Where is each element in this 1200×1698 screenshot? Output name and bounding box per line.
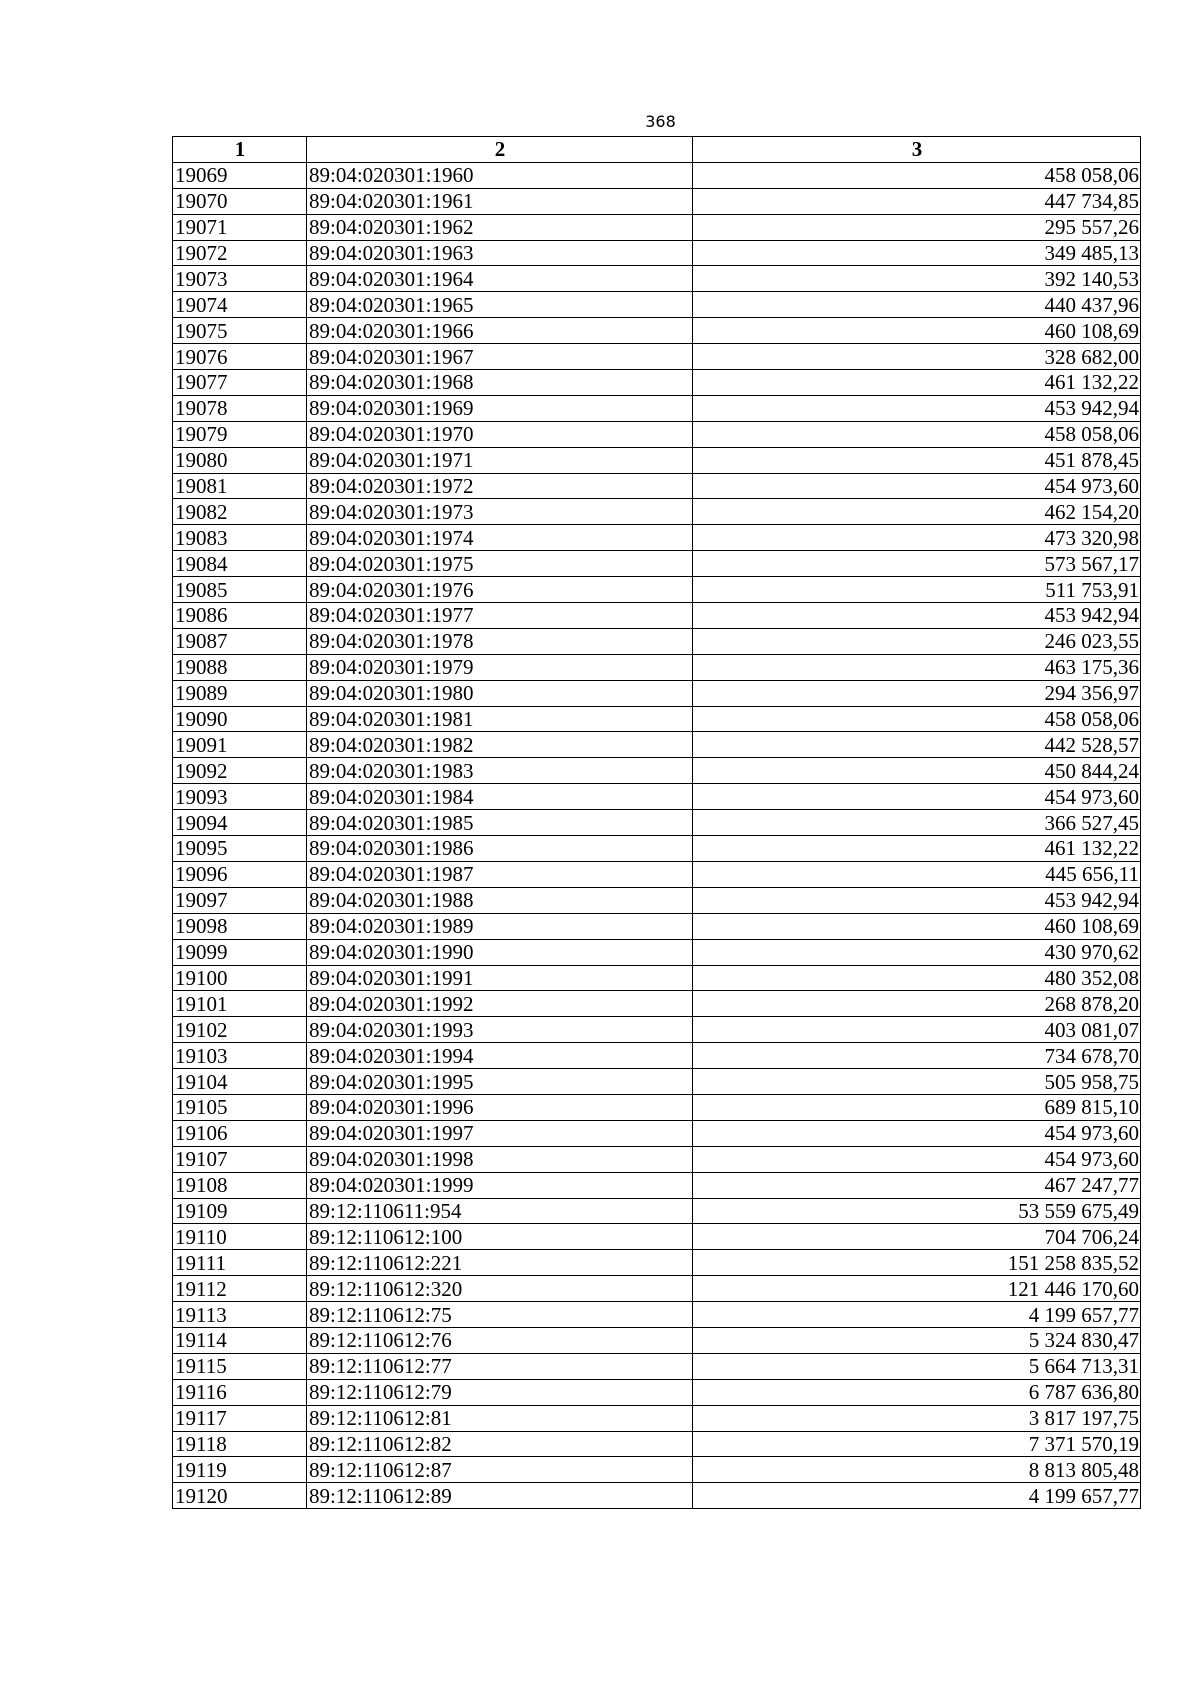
cadastral-number-cell: 89:12:110612:75 <box>307 1302 693 1328</box>
value-cell: 4 199 657,77 <box>693 1483 1141 1509</box>
cadastral-number-cell: 89:04:020301:1989 <box>307 913 693 939</box>
cadastral-number-cell: 89:04:020301:1976 <box>307 577 693 603</box>
row-number-cell: 19085 <box>173 577 307 603</box>
table-row <box>173 344 1141 370</box>
table-row <box>173 188 1141 214</box>
table-row <box>173 214 1141 240</box>
page-number: 368 <box>645 112 676 131</box>
row-number-cell: 19074 <box>173 292 307 318</box>
cadastral-number-cell: 89:04:020301:1997 <box>307 1120 693 1146</box>
value-cell: 151 258 835,52 <box>693 1250 1141 1276</box>
value-cell: 573 567,17 <box>693 551 1141 577</box>
cadastral-number-cell: 89:04:020301:1972 <box>307 473 693 499</box>
value-cell: 454 973,60 <box>693 473 1141 499</box>
cadastral-number-cell: 89:04:020301:1991 <box>307 965 693 991</box>
table-row <box>173 861 1141 887</box>
table-row <box>173 292 1141 318</box>
value-cell: 392 140,53 <box>693 266 1141 292</box>
table-row <box>173 1120 1141 1146</box>
cadastral-number-cell: 89:04:020301:1970 <box>307 421 693 447</box>
row-number-cell: 19104 <box>173 1069 307 1095</box>
cadastral-number-cell: 89:12:110612:76 <box>307 1327 693 1353</box>
column-header-3: 3 <box>693 137 1141 163</box>
row-number-cell: 19076 <box>173 344 307 370</box>
value-cell: 295 557,26 <box>693 214 1141 240</box>
cadastral-number-cell: 89:04:020301:1969 <box>307 395 693 421</box>
cadastral-number-cell: 89:04:020301:1963 <box>307 240 693 266</box>
value-cell: 246 023,55 <box>693 628 1141 654</box>
value-cell: 453 942,94 <box>693 603 1141 629</box>
cadastral-number-cell: 89:04:020301:1988 <box>307 887 693 913</box>
value-cell: 473 320,98 <box>693 525 1141 551</box>
row-number-cell: 19086 <box>173 603 307 629</box>
value-cell: 453 942,94 <box>693 887 1141 913</box>
row-number-cell: 19091 <box>173 732 307 758</box>
value-cell: 450 844,24 <box>693 758 1141 784</box>
value-cell: 7 371 570,19 <box>693 1431 1141 1457</box>
table-row <box>173 706 1141 732</box>
row-number-cell: 19090 <box>173 706 307 732</box>
row-number-cell: 19079 <box>173 421 307 447</box>
table-row <box>173 654 1141 680</box>
value-cell: 458 058,06 <box>693 706 1141 732</box>
value-cell: 689 815,10 <box>693 1094 1141 1120</box>
value-cell: 294 356,97 <box>693 680 1141 706</box>
cadastral-number-cell: 89:04:020301:1968 <box>307 370 693 396</box>
value-cell: 349 485,13 <box>693 240 1141 266</box>
value-cell: 480 352,08 <box>693 965 1141 991</box>
value-cell: 4 199 657,77 <box>693 1302 1141 1328</box>
row-number-cell: 19113 <box>173 1302 307 1328</box>
table-row <box>173 1198 1141 1224</box>
table-row <box>173 784 1141 810</box>
row-number-cell: 19070 <box>173 188 307 214</box>
table-header-row <box>173 137 1141 163</box>
value-cell: 704 706,24 <box>693 1224 1141 1250</box>
column-header-1: 1 <box>173 137 307 163</box>
cadastral-number-cell: 89:12:110612:77 <box>307 1353 693 1379</box>
row-number-cell: 19109 <box>173 1198 307 1224</box>
value-cell: 458 058,06 <box>693 421 1141 447</box>
cadastral-number-cell: 89:04:020301:1993 <box>307 1017 693 1043</box>
row-number-cell: 19095 <box>173 836 307 862</box>
cadastral-number-cell: 89:04:020301:1981 <box>307 706 693 732</box>
value-cell: 461 132,22 <box>693 370 1141 396</box>
table-row <box>173 447 1141 473</box>
cadastral-number-cell: 89:04:020301:1967 <box>307 344 693 370</box>
cadastral-number-cell: 89:04:020301:1966 <box>307 318 693 344</box>
row-number-cell: 19119 <box>173 1457 307 1483</box>
value-cell: 5 664 713,31 <box>693 1353 1141 1379</box>
row-number-cell: 19111 <box>173 1250 307 1276</box>
row-number-cell: 19112 <box>173 1276 307 1302</box>
value-cell: 403 081,07 <box>693 1017 1141 1043</box>
row-number-cell: 19077 <box>173 370 307 396</box>
value-cell: 453 942,94 <box>693 395 1141 421</box>
value-cell: 461 132,22 <box>693 836 1141 862</box>
row-number-cell: 19078 <box>173 395 307 421</box>
row-number-cell: 19102 <box>173 1017 307 1043</box>
row-number-cell: 19081 <box>173 473 307 499</box>
table-row <box>173 628 1141 654</box>
row-number-cell: 19103 <box>173 1043 307 1069</box>
row-number-cell: 19083 <box>173 525 307 551</box>
value-cell: 440 437,96 <box>693 292 1141 318</box>
row-number-cell: 19069 <box>173 162 307 188</box>
row-number-cell: 19101 <box>173 991 307 1017</box>
cadastral-number-cell: 89:04:020301:1990 <box>307 939 693 965</box>
table-row <box>173 1069 1141 1095</box>
value-cell: 6 787 636,80 <box>693 1379 1141 1405</box>
table-row <box>173 395 1141 421</box>
row-number-cell: 19087 <box>173 628 307 654</box>
cadastral-number-cell: 89:04:020301:1998 <box>307 1146 693 1172</box>
row-number-cell: 19089 <box>173 680 307 706</box>
row-number-cell: 19116 <box>173 1379 307 1405</box>
cadastral-number-cell: 89:04:020301:1977 <box>307 603 693 629</box>
table-row <box>173 240 1141 266</box>
table-row <box>173 1379 1141 1405</box>
value-cell: 53 559 675,49 <box>693 1198 1141 1224</box>
table-row <box>173 680 1141 706</box>
cadastral-number-cell: 89:04:020301:1973 <box>307 499 693 525</box>
cadastral-number-cell: 89:12:110612:100 <box>307 1224 693 1250</box>
table-row <box>173 887 1141 913</box>
value-cell: 454 973,60 <box>693 784 1141 810</box>
row-number-cell: 19094 <box>173 810 307 836</box>
table-row <box>173 421 1141 447</box>
cadastral-number-cell: 89:04:020301:1987 <box>307 861 693 887</box>
table-row <box>173 370 1141 396</box>
table-row <box>173 1172 1141 1198</box>
table-row <box>173 810 1141 836</box>
row-number-cell: 19114 <box>173 1327 307 1353</box>
cadastral-number-cell: 89:04:020301:1996 <box>307 1094 693 1120</box>
row-number-cell: 19106 <box>173 1120 307 1146</box>
cadastral-number-cell: 89:04:020301:1995 <box>307 1069 693 1095</box>
cadastral-number-cell: 89:04:020301:1986 <box>307 836 693 862</box>
table-row <box>173 603 1141 629</box>
cadastral-number-cell: 89:12:110612:81 <box>307 1405 693 1431</box>
table-row <box>173 1224 1141 1250</box>
cadastral-number-cell: 89:04:020301:1992 <box>307 991 693 1017</box>
value-cell: 454 973,60 <box>693 1146 1141 1172</box>
table-row <box>173 525 1141 551</box>
value-cell: 442 528,57 <box>693 732 1141 758</box>
table-row <box>173 1405 1141 1431</box>
table-row <box>173 162 1141 188</box>
row-number-cell: 19100 <box>173 965 307 991</box>
cadastral-number-cell: 89:04:020301:1962 <box>307 214 693 240</box>
value-cell: 505 958,75 <box>693 1069 1141 1095</box>
value-cell: 460 108,69 <box>693 318 1141 344</box>
row-number-cell: 19082 <box>173 499 307 525</box>
row-number-cell: 19110 <box>173 1224 307 1250</box>
cadastral-number-cell: 89:12:110612:79 <box>307 1379 693 1405</box>
cadastral-number-cell: 89:12:110612:82 <box>307 1431 693 1457</box>
cadastral-number-cell: 89:04:020301:1979 <box>307 654 693 680</box>
value-cell: 3 817 197,75 <box>693 1405 1141 1431</box>
row-number-cell: 19117 <box>173 1405 307 1431</box>
table-row <box>173 1276 1141 1302</box>
column-header-2: 2 <box>307 137 693 163</box>
cadastral-number-cell: 89:04:020301:1982 <box>307 732 693 758</box>
row-number-cell: 19088 <box>173 654 307 680</box>
cadastral-number-cell: 89:04:020301:1961 <box>307 188 693 214</box>
row-number-cell: 19098 <box>173 913 307 939</box>
row-number-cell: 19092 <box>173 758 307 784</box>
table-row <box>173 1457 1141 1483</box>
table-row <box>173 1017 1141 1043</box>
row-number-cell: 19080 <box>173 447 307 473</box>
cadastral-number-cell: 89:12:110612:89 <box>307 1483 693 1509</box>
value-cell: 467 247,77 <box>693 1172 1141 1198</box>
table-row <box>173 1431 1141 1457</box>
row-number-cell: 19093 <box>173 784 307 810</box>
row-number-cell: 19096 <box>173 861 307 887</box>
value-cell: 445 656,11 <box>693 861 1141 887</box>
cadastral-number-cell: 89:04:020301:1999 <box>307 1172 693 1198</box>
table-row <box>173 318 1141 344</box>
cadastral-number-cell: 89:04:020301:1975 <box>307 551 693 577</box>
row-number-cell: 19084 <box>173 551 307 577</box>
row-number-cell: 19097 <box>173 887 307 913</box>
cadastral-number-cell: 89:12:110612:320 <box>307 1276 693 1302</box>
value-cell: 447 734,85 <box>693 188 1141 214</box>
value-cell: 454 973,60 <box>693 1120 1141 1146</box>
table-row <box>173 266 1141 292</box>
cadastral-number-cell: 89:12:110612:221 <box>307 1250 693 1276</box>
table-row <box>173 1327 1141 1353</box>
cadastral-number-cell: 89:04:020301:1978 <box>307 628 693 654</box>
cadastral-number-cell: 89:04:020301:1985 <box>307 810 693 836</box>
row-number-cell: 19118 <box>173 1431 307 1457</box>
cadastral-number-cell: 89:04:020301:1994 <box>307 1043 693 1069</box>
row-number-cell: 19107 <box>173 1146 307 1172</box>
value-cell: 734 678,70 <box>693 1043 1141 1069</box>
row-number-cell: 19075 <box>173 318 307 344</box>
value-cell: 462 154,20 <box>693 499 1141 525</box>
row-number-cell: 19108 <box>173 1172 307 1198</box>
row-number-cell: 19072 <box>173 240 307 266</box>
row-number-cell: 19099 <box>173 939 307 965</box>
row-number-cell: 19105 <box>173 1094 307 1120</box>
value-cell: 5 324 830,47 <box>693 1327 1141 1353</box>
table-row <box>173 1483 1141 1509</box>
value-cell: 121 446 170,60 <box>693 1276 1141 1302</box>
table-row <box>173 758 1141 784</box>
cadastral-number-cell: 89:04:020301:1965 <box>307 292 693 318</box>
cadastral-number-cell: 89:04:020301:1980 <box>307 680 693 706</box>
table-row <box>173 1302 1141 1328</box>
value-cell: 460 108,69 <box>693 913 1141 939</box>
cadastral-number-cell: 89:12:110612:87 <box>307 1457 693 1483</box>
table-row <box>173 1094 1141 1120</box>
table-row <box>173 1353 1141 1379</box>
value-cell: 458 058,06 <box>693 162 1141 188</box>
table-row <box>173 836 1141 862</box>
table-row <box>173 965 1141 991</box>
table-row <box>173 939 1141 965</box>
value-cell: 511 753,91 <box>693 577 1141 603</box>
table-row <box>173 1146 1141 1172</box>
value-cell: 463 175,36 <box>693 654 1141 680</box>
table-row <box>173 499 1141 525</box>
cadastral-number-cell: 89:04:020301:1960 <box>307 162 693 188</box>
value-cell: 8 813 805,48 <box>693 1457 1141 1483</box>
cadastral-number-cell: 89:04:020301:1984 <box>307 784 693 810</box>
cadastral-number-cell: 89:04:020301:1964 <box>307 266 693 292</box>
row-number-cell: 19115 <box>173 1353 307 1379</box>
value-cell: 430 970,62 <box>693 939 1141 965</box>
table-row <box>173 913 1141 939</box>
cadastral-number-cell: 89:04:020301:1974 <box>307 525 693 551</box>
value-cell: 451 878,45 <box>693 447 1141 473</box>
row-number-cell: 19073 <box>173 266 307 292</box>
table-body <box>173 162 1141 1508</box>
table-row <box>173 473 1141 499</box>
row-number-cell: 19120 <box>173 1483 307 1509</box>
value-cell: 268 878,20 <box>693 991 1141 1017</box>
table-row <box>173 1250 1141 1276</box>
table-row <box>173 732 1141 758</box>
cadastral-number-cell: 89:04:020301:1971 <box>307 447 693 473</box>
table-row <box>173 577 1141 603</box>
cadastral-number-cell: 89:12:110611:954 <box>307 1198 693 1224</box>
table-row <box>173 551 1141 577</box>
value-cell: 328 682,00 <box>693 344 1141 370</box>
table-row <box>173 1043 1141 1069</box>
table-row <box>173 991 1141 1017</box>
data-table <box>172 136 1141 1509</box>
row-number-cell: 19071 <box>173 214 307 240</box>
value-cell: 366 527,45 <box>693 810 1141 836</box>
cadastral-number-cell: 89:04:020301:1983 <box>307 758 693 784</box>
